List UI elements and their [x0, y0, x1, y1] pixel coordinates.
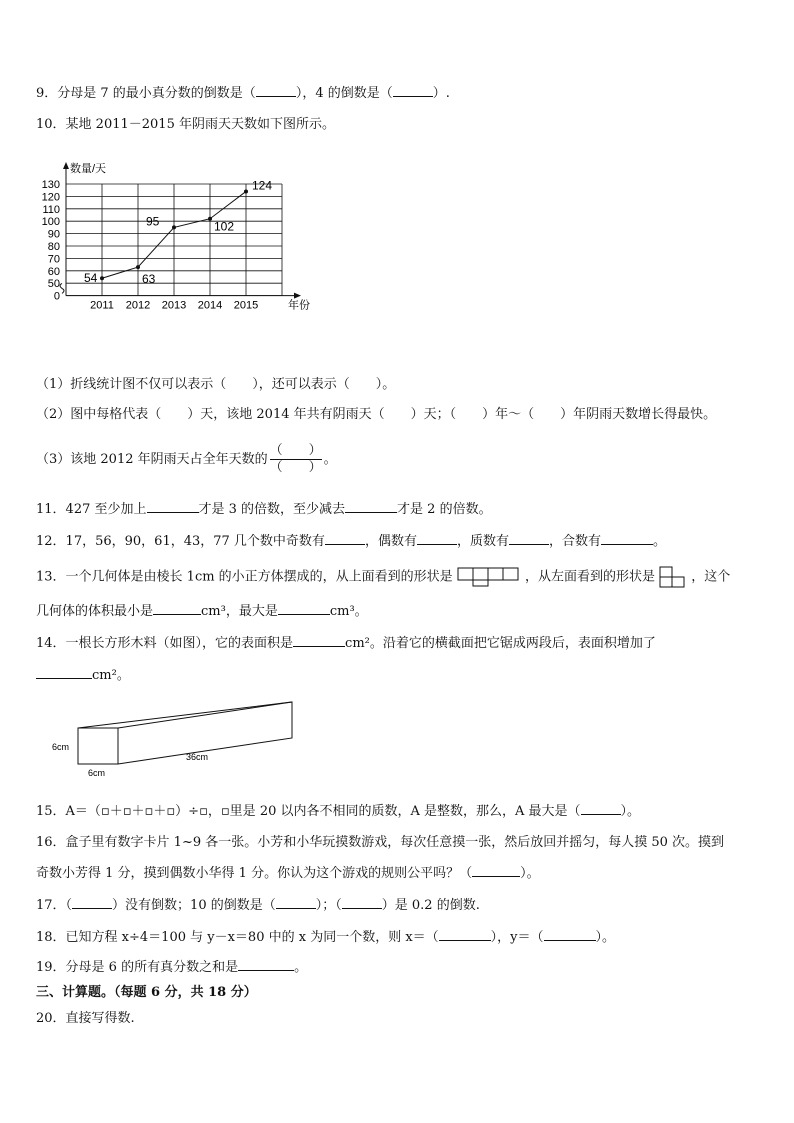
answer-blank[interactable]: [36, 666, 92, 679]
question-10-sub2: （2）图中每格代表（ ）天，该地 2014 年共有阴雨天（ ）天；（ ）年～（ ）年阴雨天数增长得最快。: [36, 407, 717, 422]
y-tick-label: 70: [47, 253, 60, 266]
question-10-sub1: （1）折线统计图不仅可以表示（ ），还可以表示（ ）。: [36, 377, 396, 392]
question-9: 9．分母是 7 的最小真分数的倒数是（ ），4 的倒数是（ ）.: [36, 86, 450, 101]
answer-blank[interactable]: [238, 958, 294, 971]
x-tick-label: 2015: [233, 299, 259, 312]
answer-blank[interactable]: [581, 802, 621, 815]
y-tick-label: 100: [41, 216, 60, 229]
data-label: 95: [146, 214, 160, 229]
data-point: [100, 276, 104, 280]
y-axis-arrow: [63, 162, 69, 169]
question-10-sub3: （3）该地 2012 年阴雨天占全年天数的 $\frac{( )}{( )}$ 。: [36, 443, 337, 475]
answer-blank[interactable]: [393, 84, 433, 97]
answer-blank[interactable]: [345, 500, 397, 513]
question-16-line1: 16．盒子里有数字卡片 1~9 各一张。小芳和小华玩摸数游戏，每次任意摸一张，然后放回并摇匀，每人摸 50 次。摸到: [36, 835, 725, 850]
answer-blank[interactable]: [256, 84, 296, 97]
y-tick-label: 60: [47, 265, 60, 278]
y-tick-label: 110: [42, 203, 60, 216]
y-tick-label: 90: [47, 228, 60, 241]
x-axis-label: 年份: [288, 299, 310, 312]
cuboid-figure: [46, 696, 306, 782]
data-label: 54: [84, 271, 98, 286]
chart-body: [42, 161, 310, 312]
data-label: 124: [252, 178, 273, 193]
answer-blank[interactable]: [293, 634, 345, 647]
data-label: 63: [142, 272, 156, 287]
data-point: [208, 217, 212, 221]
y-tick-label: 80: [47, 241, 60, 253]
question-16-line2: 奇数小芳得 1 分，摸到偶数小华得 1 分。你认为这个游戏的规则公平吗？（ ）。: [36, 866, 540, 881]
x-tick-label: 2013: [161, 299, 187, 312]
question-13-line2: 几何体的体积最小是 cm³，最大是 cm³。: [36, 604, 368, 619]
answer-blank[interactable]: [601, 532, 653, 545]
answer-blank[interactable]: [417, 532, 457, 545]
answer-blank[interactable]: [472, 864, 520, 877]
y-tick-label: 0: [53, 290, 60, 303]
answer-blank[interactable]: [325, 532, 365, 545]
y-axis-label: 数量/天: [70, 163, 107, 175]
answer-blank[interactable]: [153, 602, 201, 615]
answer-blank[interactable]: [342, 896, 382, 909]
answer-blank[interactable]: [276, 896, 316, 909]
question-15: 15．A＝（▫＋▫＋▫＋▫）÷▫，▫里是 20 以内各不相同的质数，A 是整数，那么，A 最大是（ ）。: [36, 804, 641, 819]
answer-blank[interactable]: [147, 500, 199, 513]
question-20: 20．直接写得数.: [36, 1011, 135, 1026]
answer-blank[interactable]: [278, 602, 330, 615]
question-12: 12．17，56，90，61，43，77 几个数中奇数有 ，偶数有 ，质数有 ，合数有 。: [36, 534, 666, 549]
y-tick-label: 120: [41, 191, 60, 204]
question-13-line1: 13．一个几何体是由棱长 1cm 的小正方体摆成的，从上面看到的形状是 ，从左面看到的形状是 ，这个: [36, 566, 730, 588]
answer-blank[interactable]: [72, 896, 112, 909]
y-tick-label: 50: [47, 278, 60, 291]
question-14-line2: cm²。: [36, 666, 130, 685]
data-point: [136, 265, 140, 269]
answer-blank[interactable]: [509, 532, 549, 545]
answer-blank[interactable]: [439, 928, 491, 941]
question-14-line1: 14．一根长方形木料（如图），它的表面积是 cm²。沿着它的横截面把它锯成两段后，表面积增加了: [36, 636, 656, 651]
data-point: [244, 189, 248, 193]
question-19: 19．分母是 6 的所有真分数之和是 。: [36, 960, 308, 975]
question-11: 11．427 至少加上 才是 3 的倍数，至少减去 才是 2 的倍数。: [36, 502, 492, 517]
question-18: 18．已知方程 x÷4＝100 与 y－x＝80 中的 x 为同一个数，则 x＝（ ），y＝（ ）。: [36, 930, 616, 945]
top-view-figure: [457, 567, 521, 587]
data-label: 102: [214, 219, 235, 234]
x-axis-arrow: [294, 293, 301, 299]
fraction-answer[interactable]: $\frac{( )}{( )}$: [269, 443, 322, 475]
line-chart: [30, 158, 310, 358]
answer-blank[interactable]: [544, 928, 596, 941]
dim-length: 36cm: [186, 752, 209, 762]
x-tick-label: 2014: [197, 299, 223, 312]
section-3-title: 三、计算题。（每题 6 分，共 18 分）: [36, 985, 257, 1000]
dim-height: 6cm: [52, 742, 70, 752]
x-tick-label: 2011: [90, 299, 114, 312]
left-view-figure: [659, 566, 687, 588]
dim-width: 6cm: [88, 768, 106, 778]
x-tick-label: 2012: [125, 299, 151, 312]
question-10-title: 10．某地 2011－2015 年阴雨天天数如下图所示。: [36, 117, 335, 132]
axis-break: [60, 283, 64, 293]
data-point: [172, 225, 176, 229]
question-17: 17．（ ）没有倒数；10 的倒数是（ ）；（ ）是 0.2 的倒数.: [36, 898, 480, 913]
y-tick-label: 130: [41, 179, 60, 191]
